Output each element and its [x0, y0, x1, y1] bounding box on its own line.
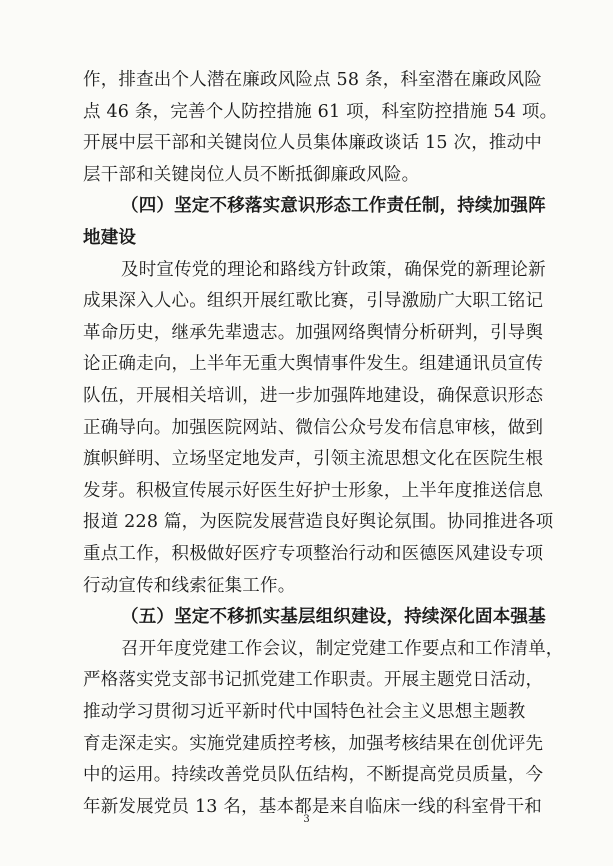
section-heading-4: （四）坚定不移落实意识形态工作责任制，持续加强阵: [121, 196, 546, 216]
text-line: 作，排查出个人潜在廉政风险点 58 条，科室潜在廉政风险: [83, 70, 542, 90]
section-heading-5: （五）坚定不移抓实基层组织建设，持续深化固本强基: [121, 607, 546, 627]
text-line: 年新发展党员 13 名，基本都是来自临床一线的科室骨干和: [83, 797, 542, 817]
text-line: 层干部和关键岗位人员不断抵御廉政风险。: [83, 165, 420, 185]
text-line: 行动宣传和线索征集工作。: [83, 576, 296, 596]
text-line: 召开年度党建工作会议，制定党建工作要点和工作清单，: [121, 639, 564, 659]
text-line: 推动学习贯彻习近平新时代中国特色社会主义思想主题教: [83, 702, 526, 722]
text-line: 论正确走向，上半年无重大舆情事件发生。组建通讯员宣传: [83, 354, 544, 374]
text-line: 重点工作，积极做好医疗专项整治行动和医德医风建设专项: [83, 544, 544, 564]
section-heading-4-cont: 地建设: [83, 228, 137, 248]
text-line: 育走深走实。实施党建质控考核，加强考核结果在创优评先: [83, 734, 544, 754]
page-number: 3: [303, 814, 310, 825]
text-line: 队伍，开展相关培训，进一步加强阵地建设，确保意识形态: [83, 386, 544, 406]
text-line: 成果深入人心。组织开展红歌比赛，引导激励广大职工铭记: [83, 291, 544, 311]
text-line: 革命历史，继承先辈遗志。加强网络舆情分析研判，引导舆: [83, 323, 544, 343]
text-line: 旗帜鲜明、立场坚定地发声，引领主流思想文化在医院生根: [83, 449, 544, 469]
text-line: 正确导向。加强医院网站、微信公众号发布信息审核，做到: [83, 418, 544, 438]
text-line: 点 46 条，完善个人防控措施 61 项，科室防控措施 54 项。: [83, 102, 558, 122]
text-line: 及时宣传党的理论和路线方针政策，确保党的新理论新: [121, 260, 546, 280]
text-line: 报道 228 篇，为医院发展营造良好舆论氛围。协同推进各项: [83, 512, 554, 532]
text-line: 中的运用。持续改善党员队伍结构，不断提高党员质量，今: [83, 765, 544, 785]
text-line: 开展中层干部和关键岗位人员集体廉政谈话 15 次，推动中: [83, 133, 542, 153]
text-line: 发芽。积极宣传展示好医生好护士形象，上半年度推送信息: [83, 481, 544, 501]
text-line: 严格落实党支部书记抓党建工作职责。开展主题党日活动，: [83, 670, 544, 690]
